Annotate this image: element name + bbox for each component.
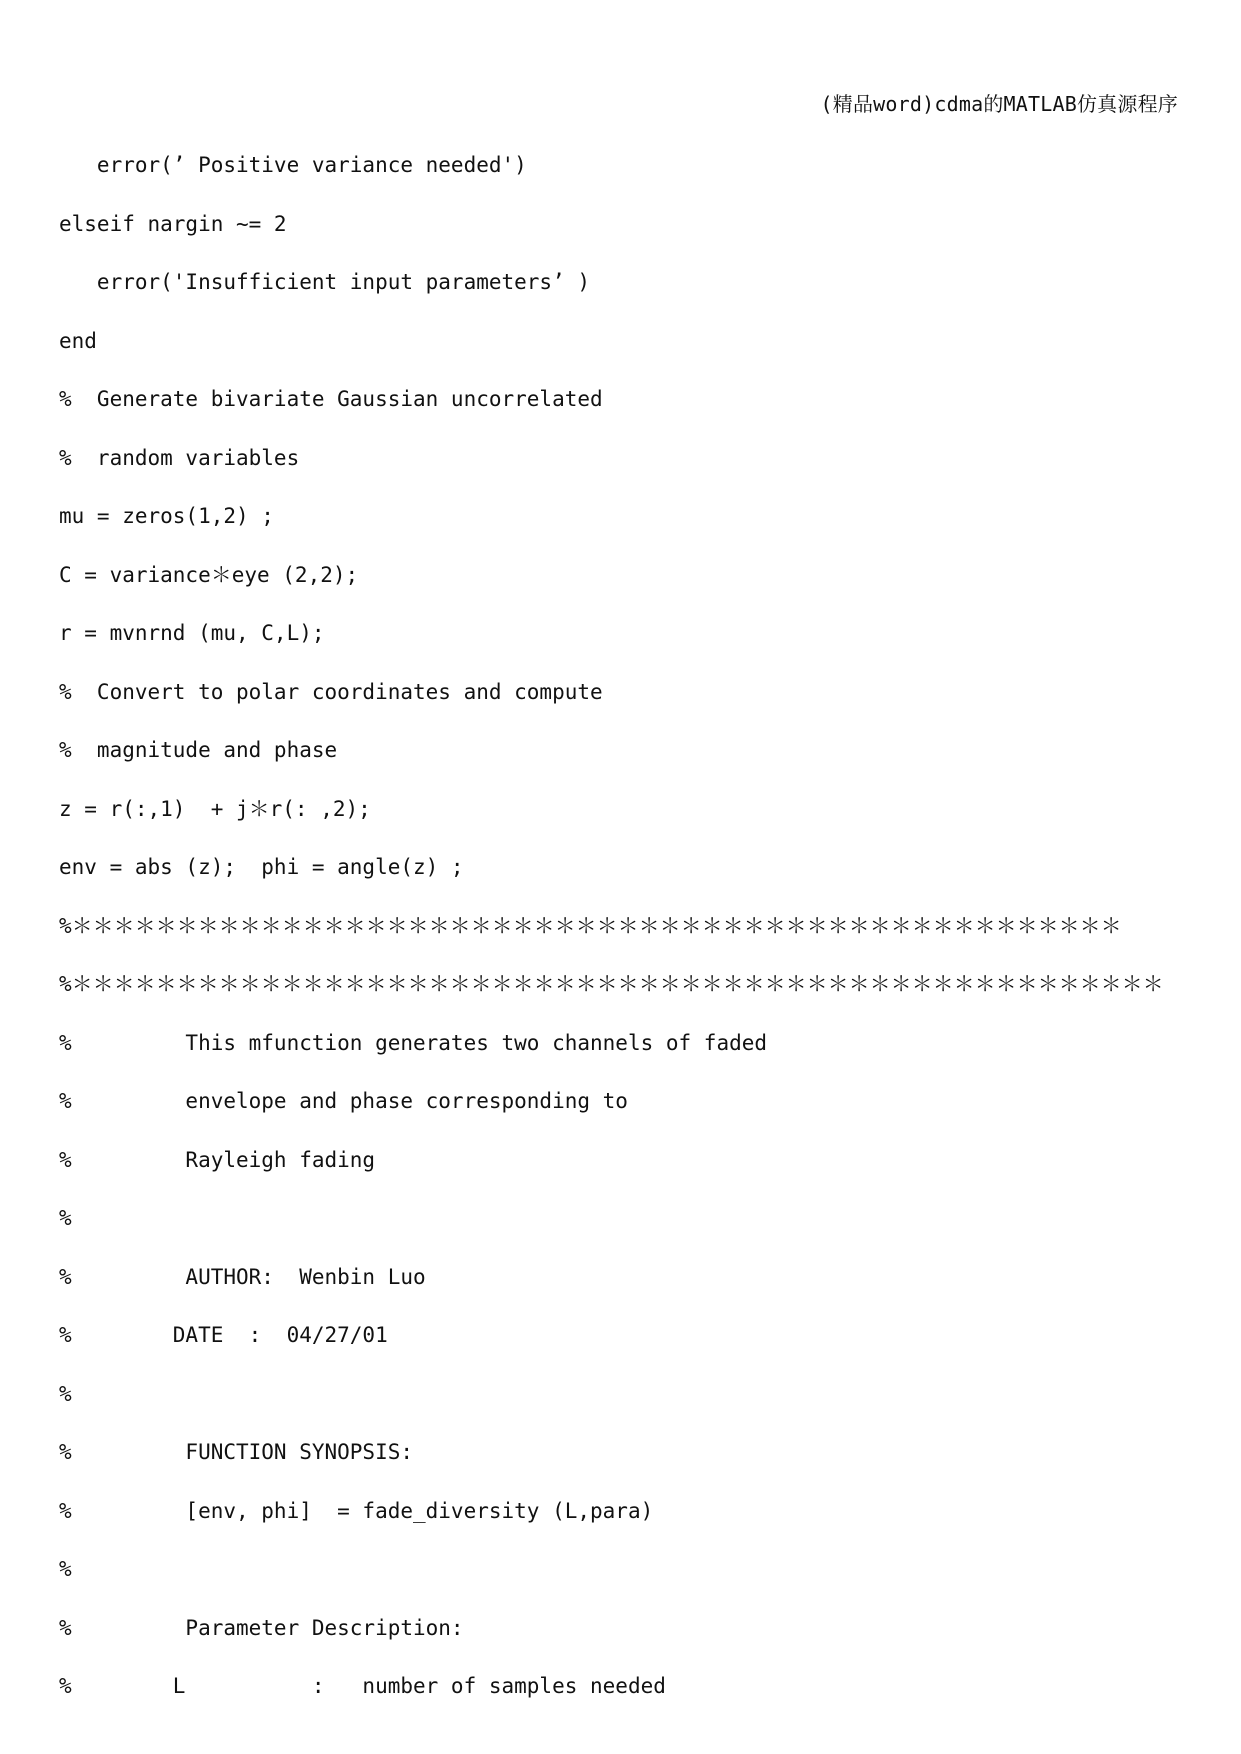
code-line: %＊＊＊＊＊＊＊＊＊＊＊＊＊＊＊＊＊＊＊＊＊＊＊＊＊＊＊＊＊＊＊＊＊＊＊＊＊＊＊＊＊＊＊＊＊＊＊＊＊＊ — [59, 913, 1122, 938]
code-line: %＊＊＊＊＊＊＊＊＊＊＊＊＊＊＊＊＊＊＊＊＊＊＊＊＊＊＊＊＊＊＊＊＊＊＊＊＊＊＊＊＊＊＊＊＊＊＊＊＊＊＊＊ — [59, 972, 1164, 996]
code-line: % This mfunction generates two channels of faded — [59, 1030, 768, 1055]
code-line: % — [59, 1381, 72, 1406]
code-line: error(’ Positive variance needed') — [59, 153, 527, 177]
code-line: % Parameter Description: — [59, 1615, 464, 1640]
code-line: % — [59, 1206, 72, 1230]
code-line: % Generate bivariate Gaussian uncorrelated — [59, 387, 603, 411]
code-line: r = mvnrnd (mu, C,L); — [59, 621, 325, 645]
code-line: % AUTHOR: Wenbin Luo — [59, 1264, 426, 1289]
code-line: % Convert to polar coordinates and compute — [59, 679, 603, 704]
code-line: % FUNCTION SYNOPSIS: — [59, 1440, 414, 1464]
code-line: end — [59, 328, 97, 353]
code-line: env = abs (z); phi = angle(z) ; — [59, 855, 464, 879]
code-line: error('Insufficient input parameters’ ) — [59, 270, 591, 294]
code-line: % DATE : 04/27/01 — [59, 1323, 388, 1347]
code-line: % Rayleigh fading — [59, 1147, 376, 1172]
code-line: C = variance＊eye (2,2); — [59, 562, 359, 587]
code-line: z = r(:,1) + j＊r(: ,2); — [59, 796, 371, 821]
code-line: % — [59, 1557, 72, 1581]
code-line: % magnitude and phase — [59, 738, 338, 762]
code-line: elseif nargin ~= 2 — [59, 211, 287, 236]
code-line: % [env, phi] = fade_diversity (L,para) — [59, 1498, 654, 1523]
code-line: % random variables — [59, 445, 300, 470]
code-listing — [59, 140, 1199, 1720]
code-line: % L : number of samples needed — [59, 1674, 666, 1698]
document-header: (精品word)cdma的MATLAB仿真源程序 — [820, 92, 1178, 116]
code-line: mu = zeros(1,2) ; — [59, 504, 274, 528]
code-line: % envelope and phase corresponding to — [59, 1089, 628, 1113]
